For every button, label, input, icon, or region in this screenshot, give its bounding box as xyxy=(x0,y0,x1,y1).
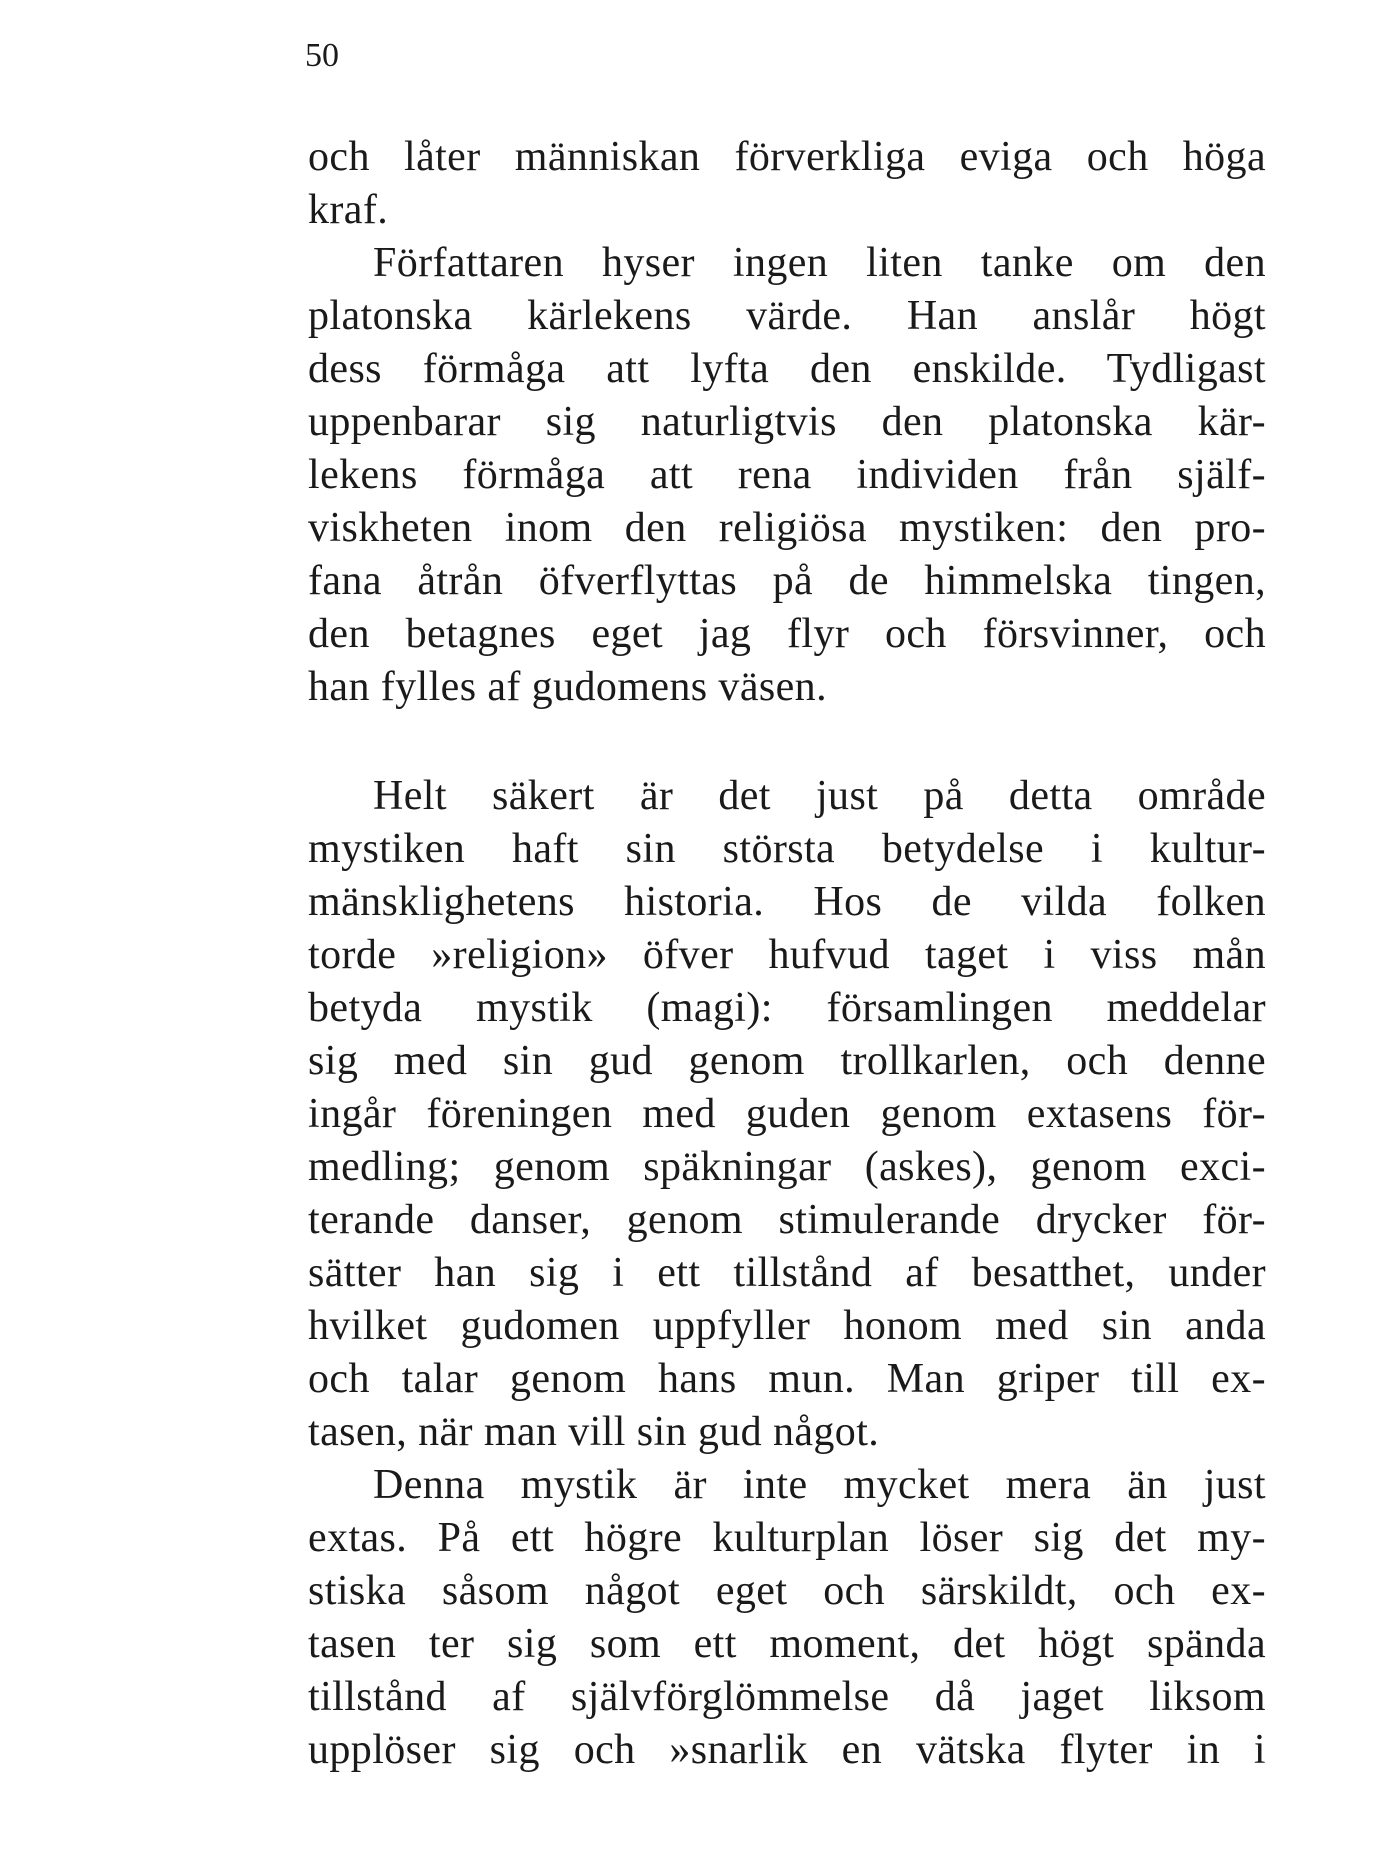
page-number: 50 xyxy=(305,37,339,74)
text-line: sätter han sig i ett tillstånd af besatthet, under xyxy=(308,1250,1266,1296)
text-line: tasen, när man vill sin gud något. xyxy=(308,1409,880,1455)
text-line: terande danser, genom stimulerande drycker för- xyxy=(308,1197,1266,1243)
text-line: och talar genom hans mun. Man griper till ex- xyxy=(308,1356,1266,1402)
text-line: Helt säkert är det just på detta område xyxy=(373,773,1266,819)
text-line: Denna mystik är inte mycket mera än just xyxy=(373,1462,1266,1508)
text-line: stiska såsom något eget och särskildt, och ex- xyxy=(308,1568,1266,1614)
text-line: lekens förmåga att rena individen från själf- xyxy=(308,452,1266,498)
text-line: och låter människan förverkliga eviga och höga xyxy=(308,134,1266,180)
text-line: upplöser sig och »snarlik en vätska flyter in i xyxy=(308,1727,1266,1773)
text-line: medling; genom späkningar (askes), genom exci- xyxy=(308,1144,1266,1190)
text-line: dess förmåga att lyfta den enskilde. Tydligast xyxy=(308,346,1266,392)
text-line: Författaren hyser ingen liten tanke om den xyxy=(373,240,1266,286)
text-line: tasen ter sig som ett moment, det högt spända xyxy=(308,1621,1266,1667)
text-line: kraf. xyxy=(308,187,389,233)
text-line: fana åtrån öfverflyttas på de himmelska tingen, xyxy=(308,558,1266,604)
paragraph-section-2 xyxy=(308,770,1266,1777)
text-line: sig med sin gud genom trollkarlen, och denne xyxy=(308,1038,1266,1084)
text-line: torde »religion» öfver hufvud taget i viss mån xyxy=(308,932,1266,978)
text-line: ingår föreningen med guden genom extasens för- xyxy=(308,1091,1266,1137)
text-line: mystiken haft sin största betydelse i kultur- xyxy=(308,826,1266,872)
text-line: mänsklighetens historia. Hos de vilda folken xyxy=(308,879,1266,925)
text-line: viskheten inom den religiösa mystiken: den pro- xyxy=(308,505,1266,551)
text-line: den betagnes eget jag flyr och försvinner, och xyxy=(308,611,1266,657)
paragraph-section-1 xyxy=(308,131,1266,714)
text-line: tillstånd af självförglömmelse då jaget liksom xyxy=(308,1674,1266,1720)
text-line: han fylles af gudomens väsen. xyxy=(308,664,827,710)
text-line: hvilket gudomen uppfyller honom med sin anda xyxy=(308,1303,1266,1349)
text-line: uppenbarar sig naturligtvis den platonska kär- xyxy=(308,399,1266,445)
text-line: betyda mystik (magi): församlingen meddelar xyxy=(308,985,1266,1031)
text-line: extas. På ett högre kulturplan löser sig det my- xyxy=(308,1515,1266,1561)
text-line: platonska kärlekens värde. Han anslår högt xyxy=(308,293,1266,339)
